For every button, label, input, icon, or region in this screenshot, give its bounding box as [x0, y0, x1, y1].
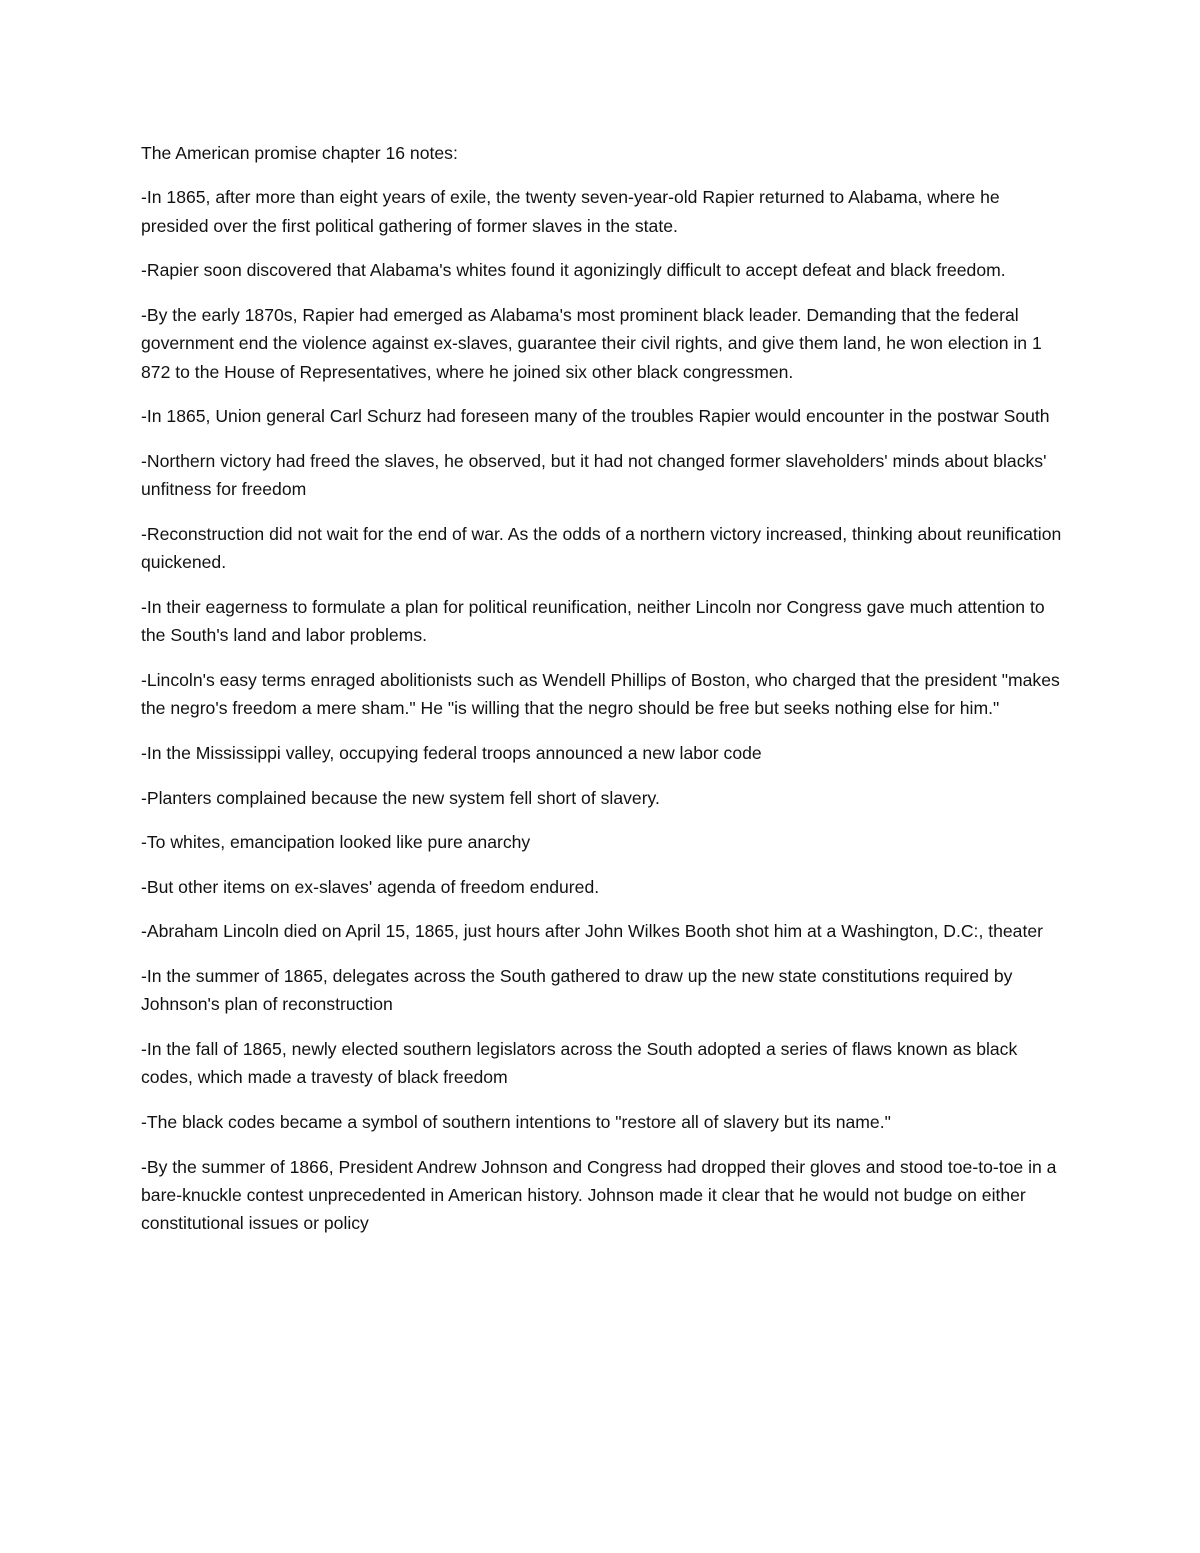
note-item: -The black codes became a symbol of southern intentions to "restore all of slavery but its name."	[141, 1111, 891, 1132]
notes-list	[141, 183, 1066, 1237]
note-item: -In 1865, Union general Carl Schurz had foreseen many of the troubles Rapier would encounter in the postwar South	[141, 406, 1050, 427]
note-item: -In 1865, after more than eight years of exile, the twenty seven-year-old Rapier returned to Alabama, where he presided over the first political gathering of former slaves in the state.	[141, 187, 1000, 236]
note-item: -Planters complained because the new system fell short of slavery.	[141, 787, 660, 808]
note-item: -Abraham Lincoln died on April 15, 1865, just hours after John Wilkes Booth shot him at a Washington, D.C:, theater	[141, 921, 1043, 942]
document-body	[141, 139, 1066, 1254]
document-title: The American promise chapter 16 notes:	[141, 143, 458, 163]
note-item: -Lincoln's easy terms enraged abolitionists such as Wendell Phillips of Boston, who charged that the president "makes the negro's freedom a mere sham." He "is willing that the negro should be free but seeks nothing else for him."	[141, 670, 1060, 719]
note-item: -But other items on ex-slaves' agenda of freedom endured.	[141, 876, 600, 897]
note-item: -Reconstruction did not wait for the end of war. As the odds of a northern victory increased, thinking about reunification quickened.	[141, 524, 1062, 573]
note-item: -By the summer of 1866, President Andrew Johnson and Congress had dropped their gloves and stood toe-to-toe in a bare-knuckle contest unprecedented in American history. Johnson made it clear that he would not budge on either constitutional issues or policy	[141, 1156, 1057, 1234]
note-item: -Rapier soon discovered that Alabama's whites found it agonizingly difficult to accept defeat and black freedom.	[141, 260, 1006, 281]
note-item: -In the summer of 1865, delegates across the South gathered to draw up the new state constitutions required by Johnson's plan of reconstruction	[141, 965, 1013, 1015]
note-item: -By the early 1870s, Rapier had emerged as Alabama's most prominent black leader. Demanding that the federal government end the violence against ex-slaves, guarantee their civil rights, and give them land, he won election in 1 872 to the House of Representatives, where he joined six other black congressmen.	[141, 305, 1042, 382]
note-item: -Northern victory had freed the slaves, he observed, but it had not changed former slaveholders' minds about blacks' unfitness for freedom	[141, 451, 1047, 500]
note-item: -In their eagerness to formulate a plan for political reunification, neither Lincoln nor Congress gave much attention to the South's land and labor problems.	[141, 597, 1045, 646]
note-item: -To whites, emancipation looked like pure anarchy	[141, 832, 531, 853]
note-item: -In the Mississippi valley, occupying federal troops announced a new labor code	[141, 743, 762, 763]
note-item: -In the fall of 1865, newly elected southern legislators across the South adopted a series of flaws known as black codes, which made a travesty of black freedom	[141, 1038, 1018, 1088]
